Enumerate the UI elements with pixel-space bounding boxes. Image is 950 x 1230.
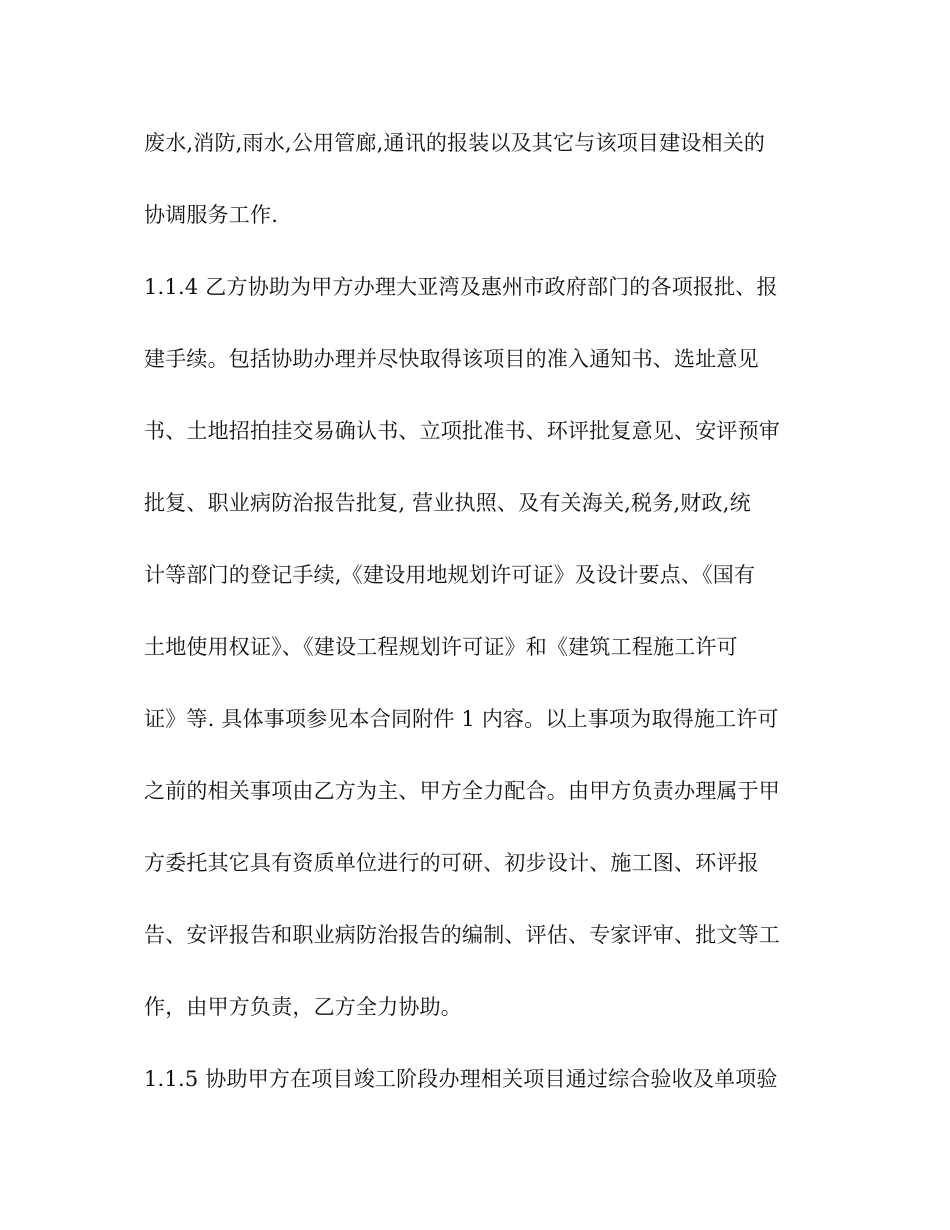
text-line-12: 告、安评报告和职业病防治报告的编制、评估、专家评审、批文等工 (144, 923, 780, 947)
text-line-4: 建手续。包括协助办理并尽快取得该项目的准入通知书、选址意见 (144, 347, 759, 371)
text-line-10: 之前的相关事项由乙方为主、甲方全力配合。由甲方负责办理属于甲 (144, 779, 780, 803)
text-line-2: 协调服务工作. (144, 203, 279, 227)
text-line-8: 土地使用权证》、《建设工程规划许可证》和《建筑工程施工许可 (144, 635, 738, 659)
text-line-13: 作，由甲方负责，乙方全力协助。 (144, 995, 462, 1019)
text-line-5: 书、土地招拍挂交易确认书、立项批准书、环评批复意见、安评预审 (144, 419, 780, 443)
text-line-11: 方委托其它具有资质单位进行的可研、初步设计、施工图、环评报 (144, 851, 759, 875)
text-line-14: 1.1.5 协助甲方在项目竣工阶段办理相关项目通过综合验收及单项验 (144, 1067, 778, 1091)
text-line-9: 证》等. 具体事项参见本合同附件 1 内容。以上事项为取得施工许可 (144, 707, 779, 731)
text-line-1: 废水,消防,雨水,公用管廊,通讯的报装以及其它与该项目建设相关的 (144, 131, 766, 155)
text-line-6: 批复、职业病防治报告批复, 营业执照、及有关海关,税务,财政,统 (144, 491, 751, 515)
text-line-3: 1.1.4 乙方协助为甲方办理大亚湾及惠州市政府部门的各项报批、报 (144, 275, 778, 299)
text-line-7: 计等部门的登记手续,《建设用地规划许可证》及设计要点、《国有 (144, 563, 756, 587)
